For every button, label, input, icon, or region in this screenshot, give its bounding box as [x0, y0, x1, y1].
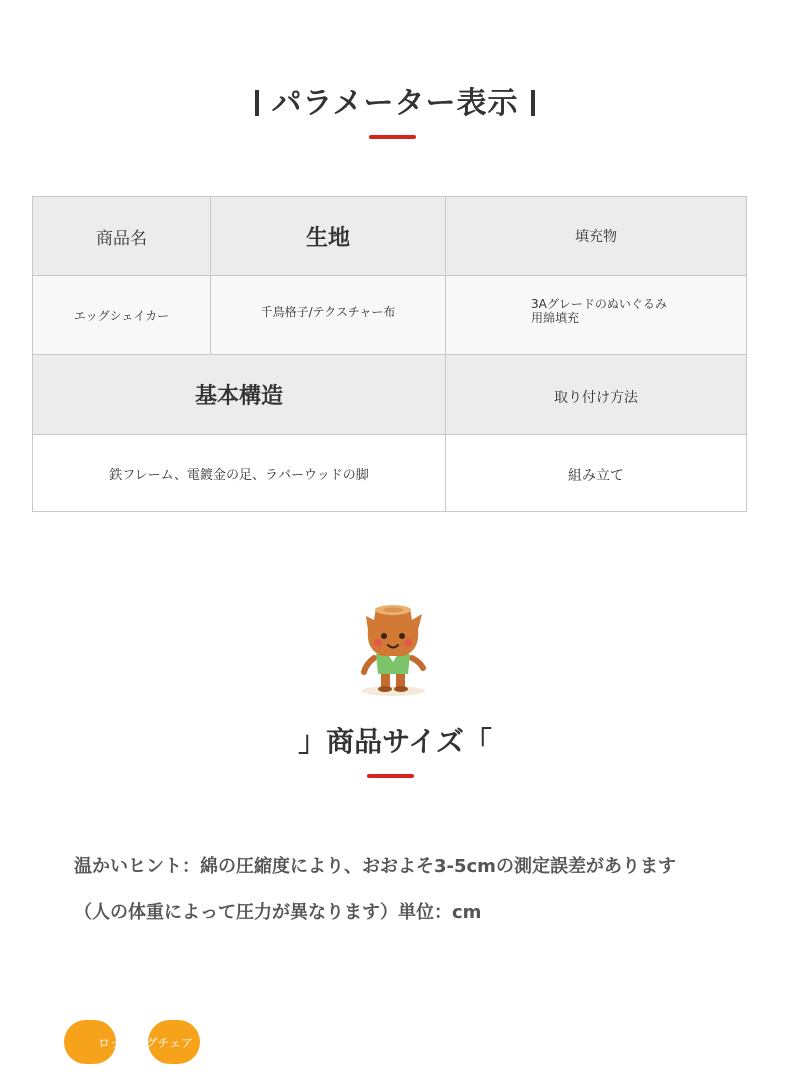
filling-text [531, 297, 667, 325]
install-header-text: 取り付け方法 [554, 389, 638, 406]
filling-line-2: 用綿填充 [531, 310, 580, 325]
size-section-title: 」商品サイズ「 [298, 725, 492, 758]
header-filling: 填充物 [446, 197, 747, 276]
cell-product-name: エッグシェイカー [33, 276, 211, 355]
header-install [446, 355, 747, 435]
header-product-name: 商品名 [33, 197, 211, 276]
install-text: 組み立て [568, 468, 624, 484]
tag-label: ロッキングチェア [98, 1036, 194, 1050]
size-note-line-1: 温かいヒント：綿の圧縮度により、おおよそ3-5cmの測定誤差があります [74, 856, 676, 877]
fabric-text: 千鳥格子/テクスチャー布 [260, 304, 396, 319]
cell-install [446, 435, 747, 512]
table-row [33, 435, 747, 512]
title-underline [369, 135, 416, 139]
cell-fabric [211, 276, 446, 355]
table-row [33, 276, 747, 355]
filling-line-1: 3Aグレードのぬいぐるみ [531, 296, 667, 311]
title-bar-left [255, 90, 259, 116]
header-fabric: 生地 [211, 197, 446, 276]
size-note-line-2: （人の体重によって圧力が異なります）単位：cm [74, 902, 482, 923]
param-section-title [0, 78, 790, 122]
parameter-table [32, 196, 747, 512]
cell-filling [446, 276, 747, 355]
title-bar-right [531, 90, 535, 116]
size-title-underline [367, 774, 414, 778]
param-title-text: パラメーター表示 [271, 86, 519, 121]
table-header-row [33, 355, 747, 435]
header-structure: 基本構造 [33, 355, 446, 435]
rocking-chair-tag[interactable] [64, 1020, 200, 1064]
table-header-row [33, 197, 747, 276]
wood-stump-mascot-icon [352, 600, 434, 700]
cell-structure: 鉄フレーム、電鍍金の足、ラバーウッドの脚 [33, 435, 446, 512]
